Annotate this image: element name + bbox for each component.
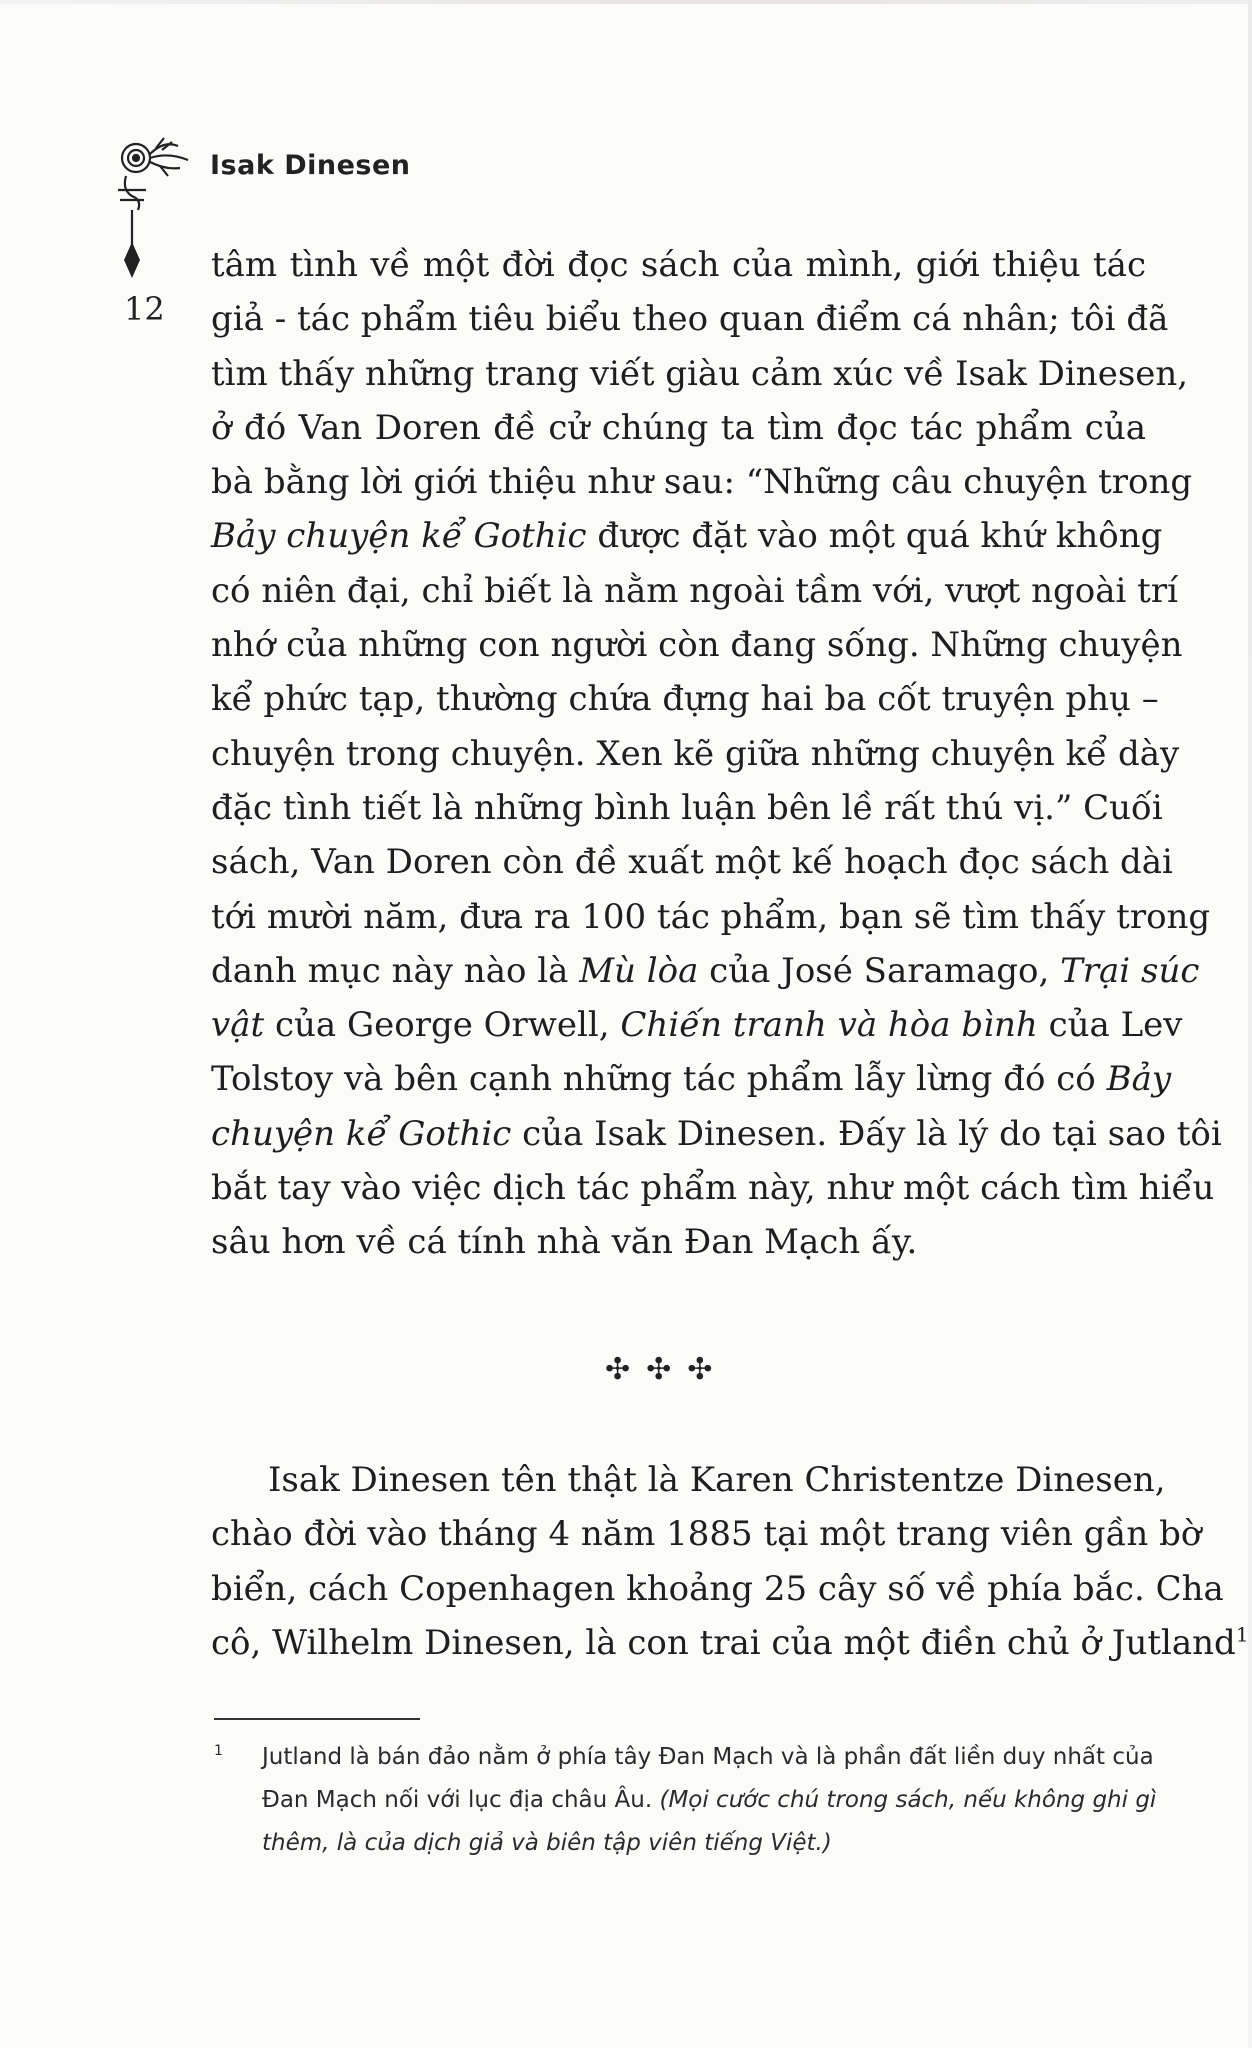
text-line [211, 1616, 1249, 1670]
text-run: của José Saramago, [698, 950, 1061, 991]
text-line [211, 509, 1163, 563]
text-line: bà bằng lời giới thiệu như sau: “Những câu chuyện trong [211, 462, 1193, 503]
text-line: chuyện trong chuyện. Xen kẽ giữa những chuyện kể dày [211, 733, 1180, 774]
text-run: cô, Wilhelm Dinesen, là con trai của một điền chủ ở Jutland [211, 1622, 1236, 1663]
book-title-italic: Chiến tranh và hòa bình [620, 1005, 1038, 1046]
scroll-ornament-icon [112, 130, 192, 280]
footnote-reference[interactable]: 1 [1235, 1622, 1249, 1647]
text-line: giả - tác phẩm tiêu biểu theo quan điểm cá nhân; tôi đã [211, 299, 1169, 340]
text-line: tìm thấy những trang viết giàu cảm xúc về Isak Dinesen, [211, 353, 1189, 394]
footnote-line [214, 1822, 1144, 1865]
book-title-italic: Mù lòa [579, 950, 699, 991]
text-run: danh mục này nào là [211, 950, 580, 991]
footnote-divider [214, 1718, 420, 1720]
text-line: ở đó Van Doren đề cử chúng ta tìm đọc tác phẩm của [211, 407, 1146, 448]
book-title-italic: vật [211, 1005, 265, 1046]
text-line: Isak Dinesen tên thật là Karen Christentze Dinesen, [268, 1460, 1166, 1500]
text-run: Jutland là bán đảo nằm ở phía tây Đan Mạch và là phần đất liền duy nhất của [262, 1744, 1154, 1770]
text-run: của Lev [1037, 1005, 1183, 1046]
text-run: của George Orwell, [264, 1005, 621, 1046]
text-run: của Isak Dinesen. Đấy là lý do tại sao tôi [511, 1113, 1222, 1154]
text-run: Tolstoy và bên cạnh những tác phẩm lẫy lừng đó có [211, 1059, 1096, 1100]
text-line [211, 944, 1200, 998]
page-number: 12 [124, 290, 165, 328]
book-title-italic: Bảy chuyện kể Gothic [211, 516, 587, 557]
text-run-italic: thêm, là của dịch giả và biên tập viên tiếng Việt.) [262, 1830, 832, 1856]
text-line: biển, cách Copenhagen khoảng 25 cây số về phía bắc. Cha [211, 1568, 1224, 1609]
paragraph-biography [211, 1453, 1249, 1670]
text-line: có niên đại, chỉ biết là nằm ngoài tầm với, vượt ngoài trí [211, 570, 1178, 611]
text-line [211, 1107, 1222, 1161]
text-run-italic: (Mọi cước chú trong sách, nếu không ghi gì [659, 1787, 1157, 1813]
footnote-line [214, 1736, 1154, 1779]
text-line: đặc tình tiết là những bình luận bên lề rất thú vị.” Cuối [211, 787, 1163, 828]
text-run: được đặt vào một quá khứ không [586, 516, 1163, 557]
text-line [211, 1052, 1172, 1106]
page-right-edge [1248, 0, 1252, 2048]
text-line: kể phức tạp, thường chứa đựng hai ba cốt truyện phụ – [211, 679, 1159, 720]
text-line: bắt tay vào việc dịch tác phẩm này, như một cách tìm hiểu [211, 1168, 1215, 1209]
text-line: tâm tình về một đời đọc sách của mình, giới thiệu tác [211, 245, 1146, 285]
page-top-edge [0, 0, 1252, 4]
book-title-italic: Bảy [1106, 1059, 1172, 1100]
book-title-italic: Trại súc [1060, 950, 1200, 991]
footnote-line [214, 1779, 1157, 1822]
paragraph-continued [211, 238, 1222, 1270]
text-run: Đan Mạch nối với lục địa châu Âu. [262, 1787, 660, 1813]
running-head: Isak Dinesen [210, 150, 411, 181]
text-line: tới mười năm, đưa ra 100 tác phẩm, bạn sẽ tìm thấy trong [211, 896, 1211, 937]
text-line [211, 998, 1183, 1052]
text-line: chào đời vào tháng 4 năm 1885 tại một trang viên gần bờ [211, 1514, 1202, 1555]
footnote-number: 1 [214, 1743, 223, 1759]
text-line: nhớ của những con người còn đang sống. Những chuyện [211, 625, 1183, 666]
book-title-italic: chuyện kể Gothic [211, 1113, 512, 1154]
text-line: sách, Van Doren còn đề xuất một kế hoạch đọc sách dài [211, 842, 1173, 883]
text-line: sâu hơn về cá tính nhà văn Đan Mạch ấy. [211, 1222, 918, 1263]
section-separator: ✣✣✣ [605, 1352, 729, 1387]
footnote [214, 1736, 1157, 1865]
